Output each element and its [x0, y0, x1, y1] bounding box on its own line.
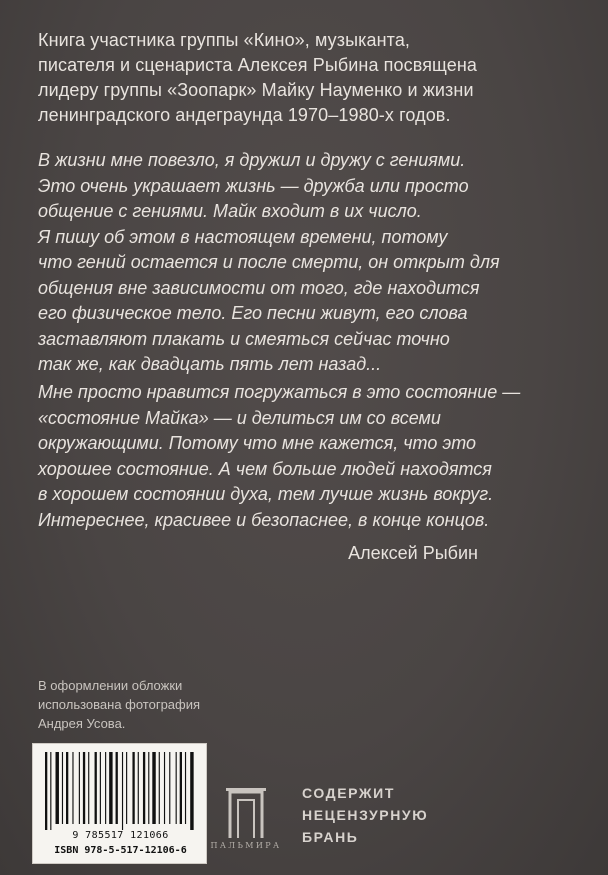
credit-line: В оформлении обложки	[38, 678, 183, 693]
isbn-number: ISBN 978-5-517-12106-6	[54, 845, 187, 856]
barcode-bar	[56, 752, 59, 824]
book-description	[38, 28, 578, 128]
barcode-bar	[190, 752, 193, 830]
barcode-bar	[88, 752, 89, 824]
photo-credit	[38, 676, 200, 733]
warning-line: НЕЦЕНЗУРНУЮ	[302, 807, 429, 823]
quote-line: заставляют плакать и смеяться сейчас точно	[38, 328, 450, 349]
barcode-bar	[50, 752, 51, 830]
barcode-bar	[176, 752, 177, 824]
quote-author: Алексей Рыбин	[348, 543, 478, 563]
profanity-warning	[302, 782, 428, 848]
barcode-bar	[100, 752, 101, 824]
barcode-bar	[152, 752, 155, 824]
warning-line: БРАНЬ	[302, 829, 359, 845]
barcode-bar	[95, 752, 97, 824]
barcode-bar	[180, 752, 182, 824]
description-line: писателя и сценариста Алексея Рыбина посвящена	[38, 55, 478, 75]
quote-line: его физическое тело. Его песни живут, его слова	[38, 303, 468, 323]
author-quote-first-paragraph	[38, 148, 578, 378]
author-quote-second-paragraph	[38, 380, 578, 533]
barcode-bar	[143, 752, 145, 824]
barcode-bar	[122, 752, 123, 830]
quote-line: В жизни мне повезло, я дружил и дружу с гениями.	[38, 150, 466, 170]
quote-line: Я пишу об этом в настоящем времени, потому	[38, 226, 448, 247]
quote-line: так же, как двадцать пять лет назад...	[38, 354, 382, 374]
quote-line: что гений остается и после смерти, он открыт для	[38, 252, 500, 272]
barcode-number: 9 785517 121066	[72, 830, 169, 841]
quote-line: Интереснее, красивее и безопаснее, в конце концов.	[38, 509, 490, 530]
barcode-bar	[126, 752, 127, 824]
barcode-bars	[43, 752, 198, 830]
barcode-bar	[72, 752, 73, 824]
barcode-bar	[164, 752, 165, 824]
barcode-bar	[116, 752, 118, 824]
publisher-name: ПАЛЬМИРА	[210, 841, 282, 850]
quote-line: окружающими. Потому что мне кажется, что это	[38, 433, 476, 453]
description-line: лидеру группы «Зоопарк» Майку Науменко и жизни	[38, 80, 474, 100]
barcode-bar	[83, 752, 85, 824]
barcode-bar	[62, 752, 63, 824]
barcode-bar	[159, 752, 160, 824]
barcode-bar	[66, 752, 68, 824]
credit-line: использована фотография	[38, 697, 201, 712]
description-line: ленинградского андеграунда 1970–1980-х годов.	[38, 105, 451, 125]
barcode-bar	[169, 752, 170, 824]
quote-line: общения вне зависимости от того, где находится	[38, 277, 480, 298]
description-line: Книга участника группы «Кино», музыканта,	[38, 30, 411, 50]
quote-line: Это очень украшает жизнь — дружба или просто	[38, 175, 469, 196]
credit-line: Андрея Усова.	[38, 716, 126, 731]
barcode-bar	[109, 752, 112, 824]
gate-icon	[216, 784, 276, 840]
barcode-bar	[79, 752, 80, 824]
barcode-bar	[105, 752, 106, 824]
quote-line: в хорошем состоянии духа, тем лучше жизнь вокруг.	[38, 484, 494, 504]
quote-line: общение с гениями. Майк входит в их число.	[38, 201, 422, 221]
warning-line: СОДЕРЖИТ	[302, 785, 395, 801]
barcode-label	[32, 743, 207, 864]
barcode-bar	[132, 752, 134, 824]
quote-line: Мне просто нравится погружаться в это состояние —	[38, 382, 521, 402]
barcode-bar	[185, 752, 186, 824]
barcode-bar	[138, 752, 139, 824]
barcode-bar	[148, 752, 149, 824]
quote-line: хорошее состояние. А чем больше людей находятся	[38, 458, 492, 479]
barcode-bar	[45, 752, 47, 830]
quote-line: «состояние Майка» — и делиться им со всеми	[38, 407, 441, 428]
